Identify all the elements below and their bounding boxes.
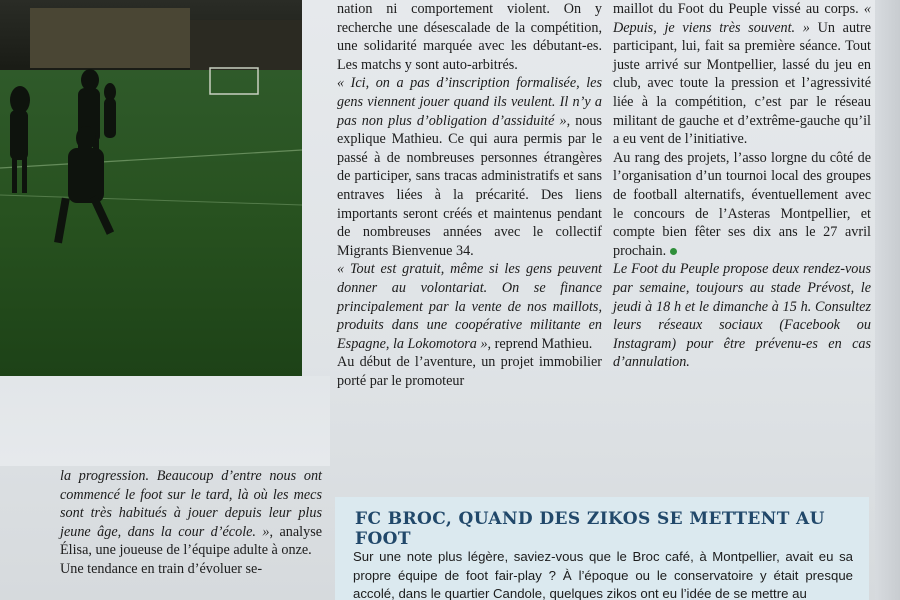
paragraph-text: maillot du Foot du Peuple vissé au corps. [613, 1, 859, 17]
paragraph-text: Au rang des projets, l’asso lorgne du côté de l’organisation d’un tournoi local des groupes de football alternatifs, éventuellement avec le concours de l’Asteras Montpellier, et compte bien fêter ses dix ans le 27 avril prochain. [613, 149, 871, 259]
quote-text: « Depuis, je viens très souvent. » [613, 1, 872, 36]
paragraph-quote [337, 260, 602, 353]
page-background [0, 376, 330, 466]
article-column-middle [337, 0, 602, 390]
paragraph-text: Un autre participant, lui, fait sa première séance. Tout juste arrivé sur Montpellier, lassé du jeu en club, avec toute la pression et l’agressivité liée à la compétition, c’est par le réseau militant de gauche et d’extrême-gauche qu’il a eu vent de l’initiative. [613, 19, 872, 148]
quote-text: la progression. Beaucoup d’entre nous ont commencé le foot sur le tard, là où les mecs sont très habitués à jouer depuis leur plus jeune âge, dans la cour d’école. » [60, 468, 322, 540]
quote-text: « Tout est gratuit, même si les gens peuvent donner au volontariat. On se finance principalement par la vente de nos maillots, produits dans une coopérative militante en Espagne, la Lokomotora » [337, 261, 602, 352]
sidebar-box-body: Sur une note plus légère, saviez-vous que le Broc café, à Montpellier, avait eu sa propre équipe de foot fair-play ? À l’époque ou le conservatoire y était presque accolé, dans le quartier Candole, quelques zikos ont eu l’idée de se mettre au [353, 549, 853, 600]
quote-text: « Ici, on a pas d’inscription formalisée, les gens viennent jouer quand ils veulent. Il n’y a pas non plus d’obligation d’assiduité » [337, 75, 602, 129]
paragraph [613, 149, 871, 261]
paragraph-text: , nous explique Mathieu. Ce qui aura permis par le passé à de nombreuses personnes étrangères de participer, sans tracas administratifs et sans entraves liées à la précarité. Des liens importants seront créés et maintenus pendant de nombreuses années avec le collectif Migrants Bienvenue 34. [337, 112, 602, 259]
paragraph-quote [613, 0, 871, 149]
page-edge [875, 0, 900, 600]
article-column-right [613, 0, 871, 372]
paragraph: Une tendance en train d’évoluer se- [60, 560, 263, 577]
practical-info: Le Foot du Peuple propose deux rendez-vous par semaine, toujours au stade Prévost, le jeudi à 18 h et le dimanche à 15 h. Consultez leurs réseaux sociaux (Facebook ou Instagram) pour être prévenu-es en cas d’annulation. [613, 261, 871, 371]
paragraph-text: , analyse Élisa, une joueuse de l’équipe adulte à onze. [60, 523, 323, 559]
paragraph-quote [337, 74, 602, 260]
end-of-article-bullet-icon [670, 248, 677, 255]
paragraph: nation ni comportement violent. On y recherche une désescalade de la compétition, une solidarité marquée avec les débutant-es. Les matchs y sont auto-arbitrés. [337, 1, 602, 73]
football-night-photo [0, 0, 302, 376]
paragraph-quote [60, 467, 322, 560]
sidebar-box [335, 497, 869, 600]
photo-illustration [0, 0, 302, 376]
article-column-left [60, 467, 322, 579]
sidebar-box-title: FC BROC, QUAND DES ZIKOS SE METTENT AU FOOT [355, 509, 825, 549]
paragraph: Au début de l’aventure, un projet immobilier porté par le promoteur [337, 354, 602, 389]
paragraph-text: , reprend Mathieu. [487, 335, 593, 352]
